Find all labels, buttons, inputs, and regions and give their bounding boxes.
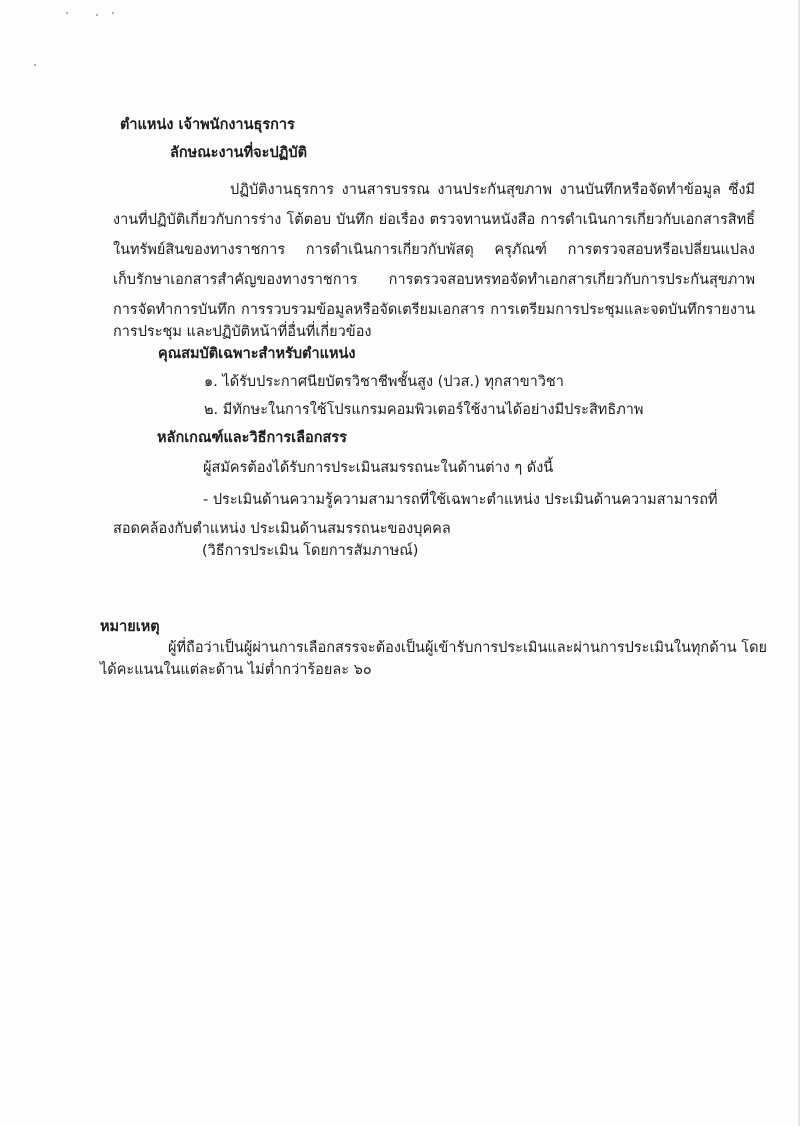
- selection-heading: หลักเกณฑ์และวิธีการเลือกสรร: [157, 430, 347, 446]
- selection-bullet-continued: สอดคล้องกับตำแหน่ง ประเมินด้านสมรรถนะของบุคคล: [113, 521, 451, 537]
- qualification-item: ๒. มีทักษะในการใช้โปรแกรมคอมพิวเตอร์ใช้งานได้อย่างมีประสิทธิภาพ: [204, 402, 644, 418]
- note-label: หมายเหตุ: [100, 619, 160, 635]
- selection-intro: ผู้สมัครต้องได้รับการประเมินสมรรถนะในด้านต่าง ๆ ดังนี้: [203, 460, 554, 476]
- duties-line: เก็บรักษาเอกสารสำคัญของทางราชการ การตรวจสอบหรทอจัดทำเอกสารเกี่ยวกับการประกันสุขภาพ: [113, 272, 755, 288]
- scan-speck: [112, 12, 114, 14]
- selection-method: (วิธีการประเมิน โดยการสัมภาษณ์): [202, 543, 419, 559]
- duties-line: การจัดทำการบันทึก การรวบรวมข้อมูลหรือจัดเตรียมเอกสาร การเตรียมการประชุมและจดบันทึกรายงาน: [113, 302, 755, 318]
- scan-speck: [34, 64, 36, 66]
- duties-heading: ลักษณะงานที่จะปฏิบัติ: [170, 145, 307, 161]
- note-line: ผู้ที่ถือว่าเป็นผู้ผ่านการเลือกสรรจะต้องเป็นผู้เข้ารับการประเมินและผ่านการประเมินในทุกด้าน โดย: [168, 640, 767, 656]
- scan-speck: [96, 14, 98, 16]
- duties-line: ในทรัพย์สินของทางราชการ การดำเนินการเกี่ยวกับพัสดุ ครุภัณฑ์ การตรวจสอบหรือเปลี่ยนแปลง: [113, 242, 755, 258]
- duties-line: ปฏิบัติงานธุรการ งานสารบรรณ งานประกันสุขภาพ งานบันทึกหรือจัดทำข้อมูล ซึ่งมี: [230, 182, 755, 198]
- note-line: ได้คะแนนในแต่ละด้าน ไม่ต่ำกว่าร้อยละ ๖๐: [100, 662, 372, 678]
- scan-speck: [66, 12, 68, 14]
- duties-line: งานที่ปฏิบัติเกี่ยวกับการร่าง โต้ตอบ บันทึก ย่อเรื่อง ตรวจทานหนังสือ การดำเนินการเกี่ยวกับเอกสารสิทธิ์: [113, 212, 755, 228]
- qualifications-heading: คุณสมบัติเฉพาะสำหรับตำแหน่ง: [158, 346, 356, 362]
- position-line: ตำแหน่ง เจ้าพนักงานธุรการ: [120, 117, 295, 133]
- duties-line: การประชุม และปฏิบัติหน้าที่อื่นที่เกี่ยวข้อง: [113, 324, 372, 340]
- selection-bullet: - ประเมินด้านความรู้ความสามารถที่ใช้เฉพาะตำแหน่ง ประเมินด้านความสามารถที่: [203, 492, 718, 508]
- qualification-item: ๑. ได้รับประกาศนียบัตรวิชาชีพชั้นสูง (ปวส.) ทุกสาขาวิชา: [204, 374, 564, 390]
